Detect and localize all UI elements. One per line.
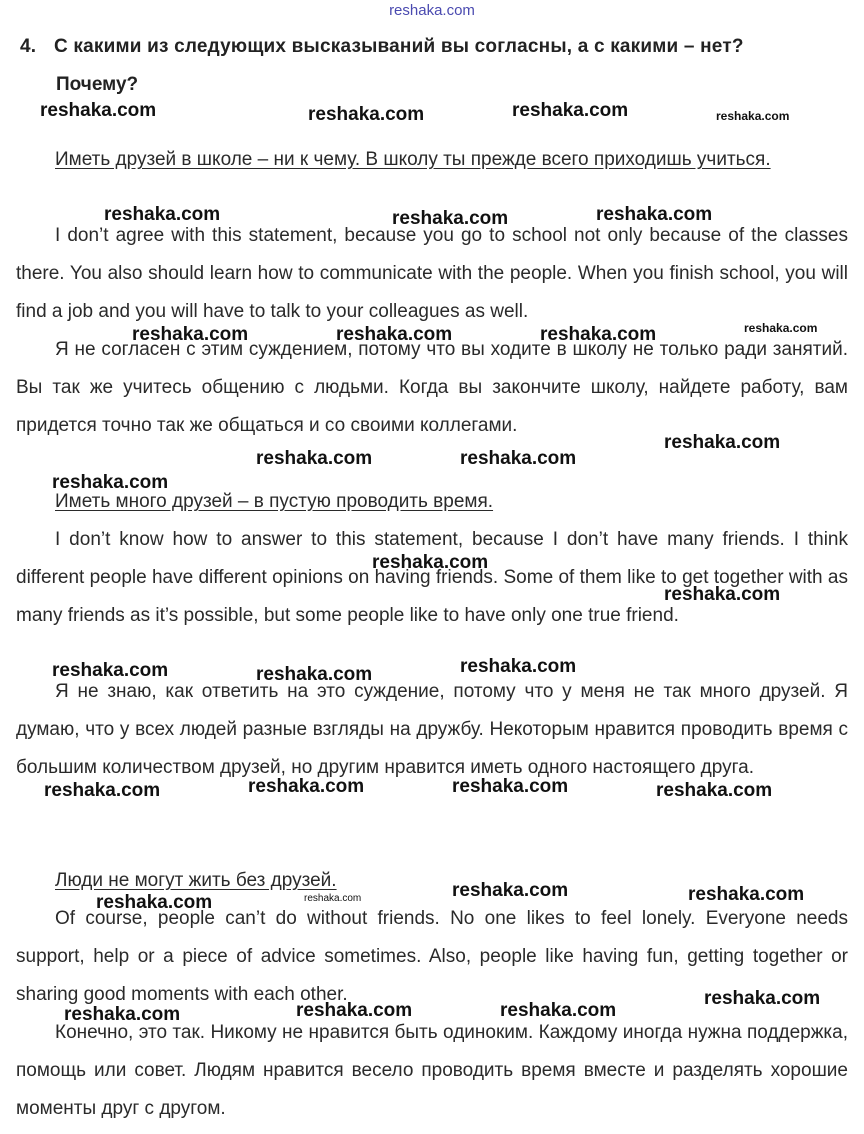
statement-1 (16, 141, 848, 179)
watermark: reshaka.com (52, 660, 169, 681)
watermark: reshaka.com (64, 1004, 181, 1025)
statement-3-text: Люди не могут жить без друзей. (55, 870, 337, 891)
watermark: reshaka.com (716, 109, 790, 123)
watermark: reshaka.com (372, 552, 489, 573)
task-number: 4. (20, 36, 37, 57)
answer-3-english: Of course, people can’t do without friends. No one likes to feel lonely. Everyone needs support, help or a piece of advice sometimes. Also, people like having fun, getting together or sharing good moments with each other. (16, 908, 848, 1005)
answer-2-russian: Я не знаю, как ответить на это суждение, потому что у меня не так много друзей. Я думаю, что у всех людей разные взгляды на дружбу. Некоторым нравится проводить время с большим количеством друзей, но другим нравится иметь одного настоящего друга. (16, 681, 848, 778)
question-line-1: С какими из следующих высказываний вы согласны, а с какими – нет? (54, 36, 744, 57)
watermark: reshaka.com (256, 664, 373, 685)
statement-2-text: Иметь много друзей – в пустую проводить время. (55, 491, 494, 512)
answer-3-russian: Конечно, это так. Никому не нравится быть одиноким. Каждому иногда нужна поддержка, помощь или совет. Людям нравится весело проводить время вместе и разделять хорошие моменты друг с другом. (16, 1022, 848, 1119)
answer-2-english: I don’t know how to answer to this statement, because I don’t have many friends. I think different people have different opinions on having friends. Some of them like to get together with as many friends as it’s possible, but some people like to have only one true friend. (16, 529, 848, 626)
watermark: reshaka.com (256, 448, 373, 469)
watermark: reshaka.com (596, 204, 713, 225)
watermark: reshaka.com (132, 324, 249, 345)
answer-1-russian: Я не согласен с этим суждением, потому что вы ходите в школу не только ради занятий. Вы так же учитесь общению с людьми. Когда вы закончите школу, найдете работу, вам придется точно так же общаться и со своими коллегами. (16, 339, 848, 436)
watermark: reshaka.com (460, 656, 577, 677)
watermark: reshaka.com (512, 100, 629, 121)
watermark: reshaka.com (500, 1000, 617, 1021)
watermark: reshaka.com (452, 776, 569, 797)
watermark: reshaka.com (688, 884, 805, 905)
watermark: reshaka.com (392, 208, 509, 229)
watermark: reshaka.com (540, 324, 657, 345)
watermark: reshaka.com (104, 204, 221, 225)
watermark: reshaka.com (40, 100, 157, 121)
watermark: reshaka.com (664, 432, 781, 453)
watermark: reshaka.com (296, 1000, 413, 1021)
watermark: reshaka.com (304, 893, 362, 904)
watermark: reshaka.com (460, 448, 577, 469)
watermark: reshaka.com (336, 324, 453, 345)
task-question (20, 36, 850, 58)
watermark: reshaka.com (52, 472, 169, 493)
watermark: reshaka.com (44, 780, 161, 801)
watermark: reshaka.com (452, 880, 569, 901)
question-line-2: Почему? (56, 74, 139, 95)
watermark: reshaka.com (744, 321, 818, 335)
statement-1-text: Иметь друзей в школе – ни к чему. В школу ты прежде всего приходишь учиться. (55, 149, 771, 170)
site-watermark: reshaka.com (389, 2, 475, 19)
watermark: reshaka.com (656, 780, 773, 801)
watermark: reshaka.com (96, 892, 213, 913)
watermark: reshaka.com (704, 988, 821, 1009)
watermark: reshaka.com (308, 104, 425, 125)
watermark: reshaka.com (664, 584, 781, 605)
answer-1-english: I don’t agree with this statement, because you go to school not only because of the classes there. You also should learn how to communicate with the people. When you finish school, you will find a job and you will have to talk to your colleagues as well. (16, 225, 848, 322)
watermark: reshaka.com (248, 776, 365, 797)
